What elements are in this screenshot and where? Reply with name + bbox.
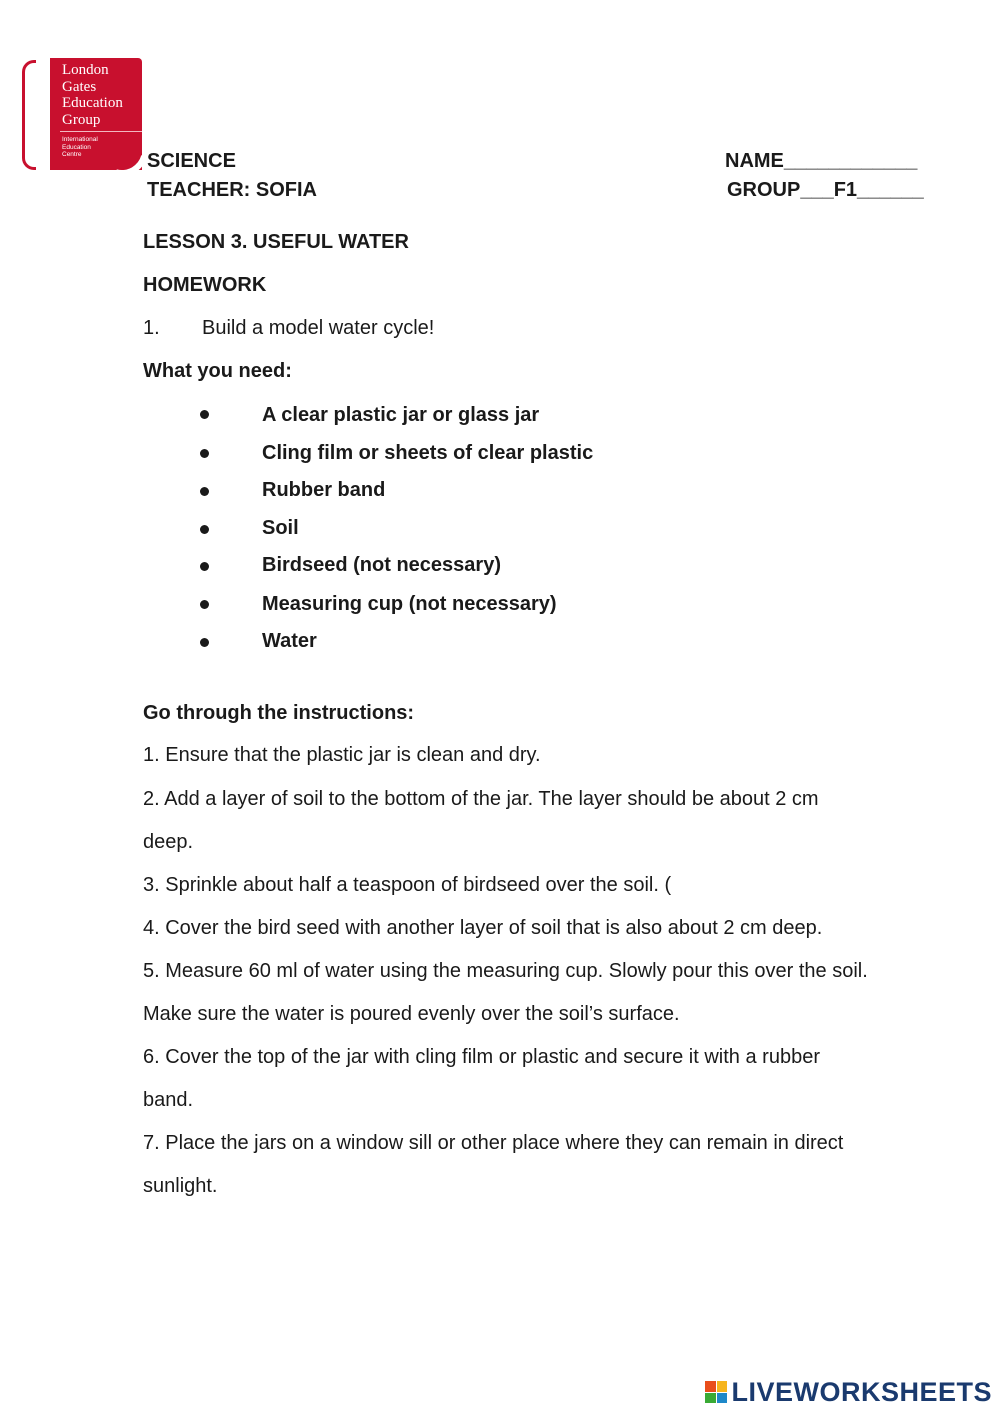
liveworksheets-logo — [705, 1377, 992, 1407]
instruction-line: 2. Add a layer of soil to the bottom of the jar. The layer should be about 2 cm — [143, 788, 819, 810]
needs-item: A clear plastic jar or glass jar — [262, 404, 540, 426]
bullet-dot — [200, 487, 209, 496]
instruction-line: 6. Cover the top of the jar with cling film or plastic and secure it with a rubber — [143, 1046, 820, 1068]
logo-subtitle: International Education Centre — [62, 136, 98, 158]
instruction-line: Make sure the water is poured evenly over the soil’s surface. — [143, 1003, 680, 1025]
instruction-line: 7. Place the jars on a window sill or other place where they can remain in direct — [143, 1132, 844, 1154]
liveworksheets-icon — [705, 1381, 727, 1403]
subject-label: SCIENCE — [147, 150, 236, 172]
bullet-dot — [200, 525, 209, 534]
needs-item: Measuring cup (not necessary) — [262, 593, 557, 615]
task-text: Build a model water cycle! — [202, 317, 435, 339]
needs-heading: What you need: — [143, 360, 292, 382]
bullet-dot — [200, 562, 209, 571]
instruction-line: sunlight. — [143, 1175, 218, 1197]
instruction-line: 5. Measure 60 ml of water using the measuring cup. Slowly pour this over the soil. — [143, 960, 868, 982]
needs-item: Cling film or sheets of clear plastic — [262, 442, 594, 464]
bullet-dot — [200, 638, 209, 647]
task-number: 1. — [143, 317, 160, 339]
lesson-title: LESSON 3. USEFUL WATER — [143, 231, 409, 253]
liveworksheets-brand: LIVEWORKSHEETS — [731, 1376, 992, 1407]
homework-label: HOMEWORK — [143, 274, 267, 296]
logo-name: London Gates Education Group — [62, 62, 123, 128]
teacher-label: TEACHER: SOFIA — [147, 179, 317, 201]
instruction-line: 1. Ensure that the plastic jar is clean and dry. — [143, 744, 541, 766]
name-field[interactable]: NAME____________ — [725, 150, 918, 172]
bullet-dot — [200, 449, 209, 458]
instruction-line: deep. — [143, 831, 194, 853]
logo-bracket — [22, 60, 36, 170]
instruction-line: 4. Cover the bird seed with another layer of soil that is also about 2 cm deep. — [143, 917, 823, 939]
needs-item: Soil — [262, 517, 299, 539]
instruction-line: band. — [143, 1089, 194, 1111]
needs-item: Rubber band — [262, 479, 386, 501]
instruction-line: 3. Sprinkle about half a teaspoon of birdseed over the soil. ( — [143, 874, 672, 896]
group-field[interactable]: GROUP___F1______ — [727, 179, 924, 201]
needs-item: Water — [262, 630, 317, 652]
school-logo — [50, 58, 142, 170]
instructions-heading: Go through the instructions: — [143, 702, 415, 724]
bullet-dot — [200, 410, 209, 419]
needs-item: Birdseed (not necessary) — [262, 554, 501, 576]
bullet-dot — [200, 600, 209, 609]
